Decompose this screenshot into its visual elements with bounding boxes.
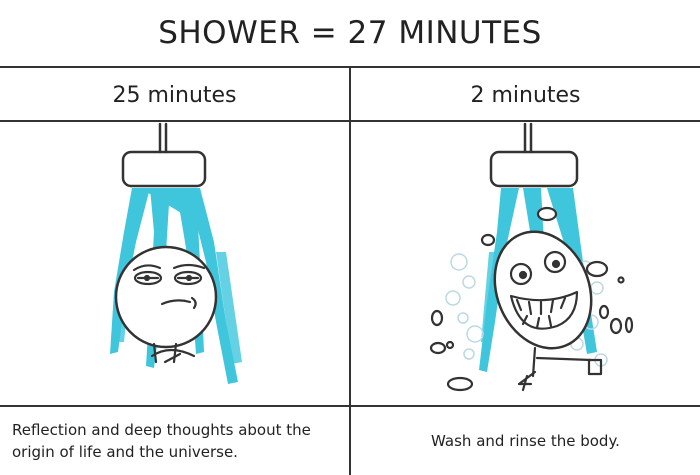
excited-shower-illustration [351, 122, 700, 405]
panel-duration-right: 2 minutes [470, 82, 581, 108]
panel-caption-right: Wash and rinse the body. [431, 432, 620, 450]
comic-grid [0, 66, 700, 475]
thinking-shower-illustration [0, 122, 349, 405]
panel-duration-left: 25 minutes [112, 82, 237, 108]
comic-title: SHOWER = 27 MINUTES [158, 15, 542, 51]
panel-caption-left: Reflection and deep thoughts about the origin of life and the universe. [12, 421, 311, 461]
